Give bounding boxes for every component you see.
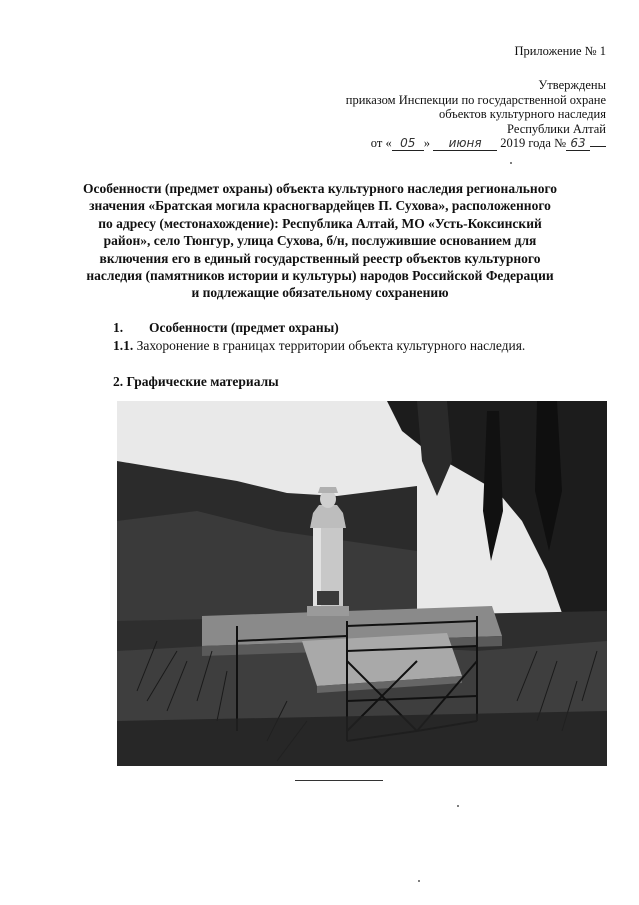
section-1-title: Особенности (предмет охраны) [149, 320, 339, 335]
title-line: включения его в единый государственный реестр объектов культурного [99, 250, 541, 266]
date-month-handwritten: июня [433, 137, 497, 151]
date-mid: » [423, 136, 430, 150]
appendix-text: Приложение № 1 [514, 44, 606, 58]
closing-rule [295, 780, 383, 781]
scan-speck [510, 162, 512, 164]
section-1-item [113, 338, 525, 354]
approval-line: Республики Алтай [507, 121, 606, 136]
title-line: значения «Братская могила красногвардейцев П. Сухова», расположенного [89, 198, 551, 214]
approval-line: приказом Инспекции по государственной охране [345, 92, 606, 107]
scan-speck [418, 880, 420, 882]
item-number: 1.1. [113, 338, 134, 353]
appendix-label [514, 44, 606, 59]
scan-speck [457, 805, 459, 807]
item-text: Захоронение в границах территории объекта культурного наследия. [133, 338, 526, 353]
approval-line: Утверждены [538, 78, 606, 92]
title-line: наследия (памятников истории и культуры) народов Российской Федерации [86, 268, 554, 284]
approval-block [346, 78, 606, 136]
date-day-handwritten: 05 [392, 137, 424, 151]
monument-photo-drawing [117, 401, 607, 766]
order-date-line [371, 134, 606, 151]
section-2-heading: 2. Графические материалы [113, 374, 279, 389]
title-line: Особенности (предмет охраны) объекта культурного наследия регионального [83, 181, 557, 196]
title-line: район», село Тюнгур, улица Сухова, б/н, послужившие основанием для [103, 233, 537, 249]
document-title [60, 180, 580, 302]
date-year-text: 2019 года № [500, 136, 566, 150]
section-1-heading [113, 320, 339, 336]
number-underline [590, 134, 606, 147]
date-prefix: от « [370, 136, 392, 150]
monument-photo [117, 401, 607, 766]
section-1-number: 1. [113, 320, 124, 335]
title-line: и подлежащие обязательному сохранению [191, 285, 449, 301]
title-line: по адресу (местонахождение): Республика Алтай, МО «Усть-Коксинский [98, 215, 542, 231]
approval-line: объектов культурного наследия [439, 107, 606, 121]
order-number-handwritten: 63 [566, 137, 590, 151]
